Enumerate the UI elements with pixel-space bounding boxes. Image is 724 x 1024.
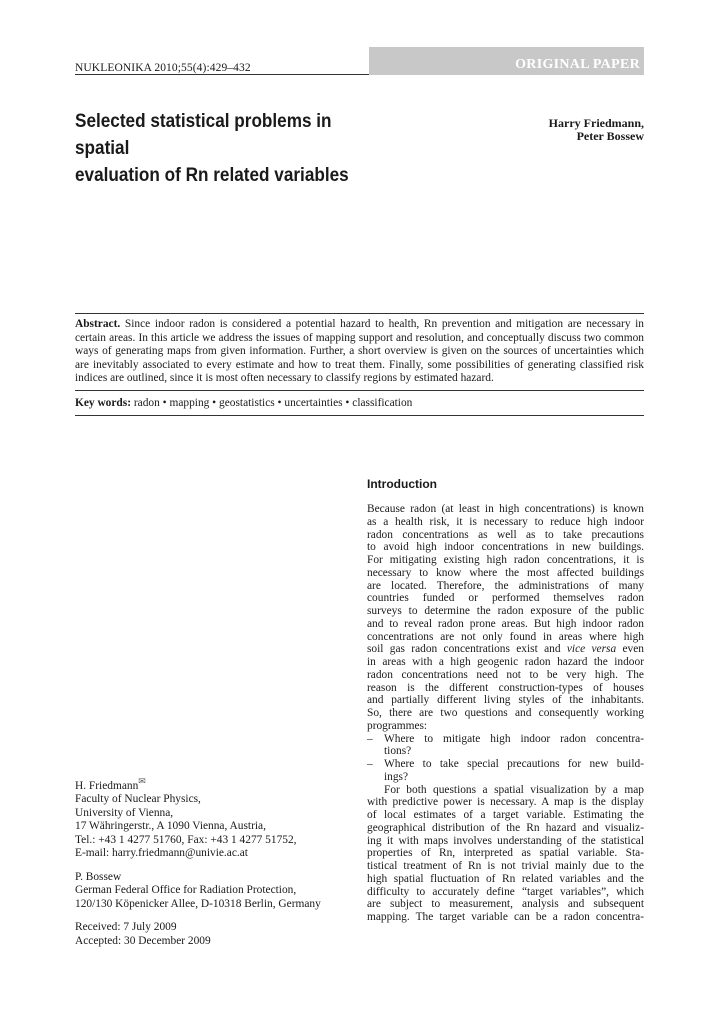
affil-line: H. Friedmann xyxy=(75,779,139,792)
bullet-line xyxy=(367,745,644,758)
abstract-text: Since indoor radon is considered a potential hazard to health, Rn prevention and mitigation are necessary in certain areas. In this article we address the issues of mapping support and resolution, and conceptually discuss two common ways of generating maps from given information. Further, a short overview is given on the sources of uncertainties which are inevitably associated to every estimate and how to treat them. Finally, some possibilities of generating classified risk indices are outlined, since it is most often necessary to classify regions by estimated hazard. xyxy=(75,318,644,385)
affil-line: Tel.: +43 1 4277 51760, Fax: +43 1 4277 51752, xyxy=(75,833,297,846)
text-line: Because radon (at least in high concentrations) is known xyxy=(367,503,644,515)
affil-line: P. Bossew xyxy=(75,870,122,883)
section-heading-introduction: Introduction xyxy=(367,477,437,491)
text-line: to avoid high indoor concentrations in new buildings. xyxy=(367,541,644,554)
bullet-line xyxy=(367,771,644,784)
affil-email[interactable]: E-mail: harry.friedmann@univie.ac.at xyxy=(75,847,248,860)
text-line: are subject to measurement, analysis and subsequent xyxy=(367,898,644,911)
received-date: Received: 7 July 2009 xyxy=(75,921,177,934)
text-line: mapping. The target variable can be a radon concentra- xyxy=(367,911,644,923)
bullet-line xyxy=(367,733,644,746)
text-line: high spatial fluctuation of Rn related variables and the xyxy=(367,872,644,885)
text-line: and partially different living styles of the inhabitants. xyxy=(367,694,644,707)
text-line: programmes: xyxy=(367,719,428,732)
text-line: tistical treatment of Rn is not trivial mainly due to the xyxy=(367,860,644,872)
bullet-dash xyxy=(367,745,384,758)
bullet-text: ings? xyxy=(384,770,409,783)
text-line: surveys to determine the radon exposure of the public xyxy=(367,605,644,617)
envelope-icon: ✉ xyxy=(138,776,146,786)
text-line: soil gas radon concentrations exist and vice versa even xyxy=(367,643,644,656)
journal-citation: NUKLEONIKA 2010;55(4):429–432 xyxy=(75,62,251,74)
text-line: properties of Rn, interpreted as spatial variable. Sta- xyxy=(367,847,644,860)
bullet-dash: – xyxy=(367,758,373,770)
text-line: reason is the different construction-types of houses xyxy=(367,681,644,694)
text-line: For both questions a spatial visualization by a map xyxy=(384,783,644,796)
affil-line: Faculty of Nuclear Physics, xyxy=(75,793,201,806)
text-line: So, there are two questions and consequently working xyxy=(367,707,644,719)
text-line: difficulty to accurately define “target variables”, which xyxy=(367,885,644,898)
text-line: in areas with a high geogenic radon hazard the indoor xyxy=(367,656,644,668)
abstract-top-rule xyxy=(75,313,644,314)
keywords xyxy=(75,397,644,411)
affil-line: 17 Währingerstr., A 1090 Vienna, Austria, xyxy=(75,820,266,833)
affil-line: University of Vienna, xyxy=(75,806,174,819)
abstract-bottom-rule xyxy=(75,390,644,391)
keywords-bottom-rule xyxy=(75,415,644,416)
title-line: evaluation of Rn related variables xyxy=(75,164,349,186)
bullet-dash: – xyxy=(367,732,373,745)
text-line: necessary to know where the most affected buildings xyxy=(367,566,644,579)
abstract xyxy=(75,318,644,386)
keywords-label: Key words: xyxy=(75,397,131,409)
affil-line: German Federal Office for Radiation Protection, xyxy=(75,884,297,897)
text-line: radon concentrations as well as to take precautions xyxy=(367,528,644,541)
abstract-label: Abstract. xyxy=(75,318,121,330)
original-paper-banner xyxy=(369,47,644,75)
text-line: with predictive power is necessary. A map is the display xyxy=(367,796,644,809)
banner-label: ORIGINAL PAPER xyxy=(515,57,640,72)
bullet-dash xyxy=(367,771,384,784)
keywords-text: radon • mapping • geostatistics • uncertainties • classification xyxy=(133,397,413,409)
text-line: geographical distribution of the Rn hazard and visualiz- xyxy=(367,821,644,834)
paper-title xyxy=(75,108,383,189)
title-line: Selected statistical problems in spatial xyxy=(75,110,332,159)
bullet-line xyxy=(367,758,644,771)
text-line: radon concentrations need not to be very high. The xyxy=(367,668,644,681)
bullet-text: tions? xyxy=(384,745,412,758)
text-line: of local estimates of a target variable. Estimating the xyxy=(367,809,644,821)
text-line: are located. Therefore, the administrations of many xyxy=(367,579,644,592)
header-rule xyxy=(75,74,369,75)
text-line: ing it with maps involves understanding of the statistical xyxy=(367,834,644,847)
author-name: Peter Bossew xyxy=(576,129,644,143)
affiliations xyxy=(75,775,355,948)
affil-line: 120/130 Köpenicker Allee, D-10318 Berlin, Germany xyxy=(75,897,321,910)
bullet-text: Where to take special precautions for new build- xyxy=(384,758,644,770)
text-line: countries funded or performed themselves radon xyxy=(367,592,644,605)
introduction-body xyxy=(367,503,644,924)
author-list xyxy=(549,117,644,143)
text-line: and to reveal radon prone areas. But high indoor radon xyxy=(367,617,644,630)
accepted-date: Accepted: 30 December 2009 xyxy=(75,934,211,947)
bullet-text: Where to mitigate high indoor radon concentra- xyxy=(384,732,644,745)
text-line: as a health risk, it is necessary to reduce high indoor xyxy=(367,515,644,528)
text-line: For mitigating existing high radon concentrations, it is xyxy=(367,554,644,566)
author-name: Harry Friedmann, xyxy=(548,116,644,130)
text-line: concentrations are not only found in areas where high xyxy=(367,630,644,643)
